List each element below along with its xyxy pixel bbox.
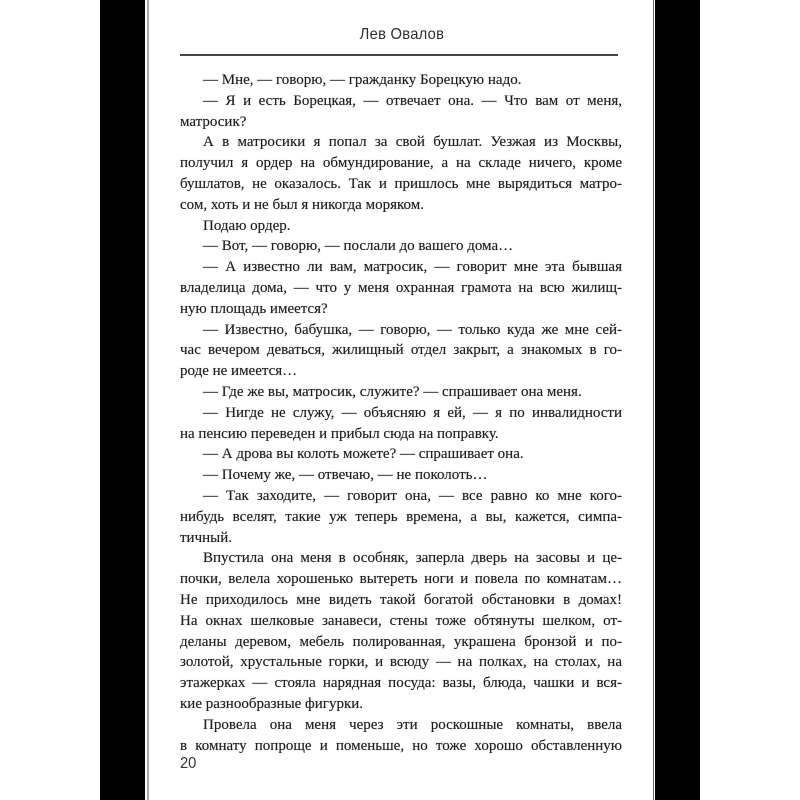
text-line: ную площадь имеется? xyxy=(180,300,328,317)
text-line: золотой, хрустальные горки, и всюду — на полках, на столах, на xyxy=(180,654,622,671)
text-line: — Вот, — говорю, — послали до вашего дома… xyxy=(203,238,514,255)
text-line: — А дрова вы колоть можете? — спрашивает она. xyxy=(203,446,524,463)
page-number xyxy=(180,755,198,773)
text-line: — Где же вы, матросик, служите? — спрашивает она меня. xyxy=(203,383,582,400)
text-line: этажерках — стояла нарядная посуда: вазы, блюда, чашки и вся- xyxy=(180,675,622,692)
text-line: тичный. xyxy=(180,529,233,546)
text-line: матросик? xyxy=(180,113,247,130)
text-line: бушлатов, не оказалось. Так и пришлось мне вырядиться матро- xyxy=(180,175,622,192)
text-line: сом, хоть и не был я никогда моряком. xyxy=(180,196,424,213)
page-number-value: 20 xyxy=(180,755,197,772)
text-line: деланы деревом, мебель полированная, украшена бронзой и по- xyxy=(180,633,622,650)
text-line: На окнах шелковые занавеси, стены тоже обтянуты шелком, от- xyxy=(180,612,622,629)
text-line: — Я и есть Борецкая, — отвечает она. — Что вам от меня, xyxy=(203,92,622,109)
text-line: в комнату попроще и поменьше, но тоже хорошо обставленную xyxy=(180,737,622,754)
text-line: — Так заходите, — говорит она, — все равно ко мне кого- xyxy=(203,487,622,504)
author-name: Лев Овалов xyxy=(359,26,444,43)
text-line: час вечером деваться, жилищный отдел закрыт, а знакомых в го- xyxy=(180,342,622,359)
text-line: А в матросики я попал за свой бушлат. Уезжая из Москвы, xyxy=(203,134,622,151)
text-line: Провела она меня через эти роскошные комнаты, ввела xyxy=(203,716,622,733)
text-line: — Мне, — говорю, — гражданку Борецкую надо. xyxy=(203,72,522,88)
text-line: почки, велела хорошенько вытереть ноги и повела по комнатам… xyxy=(180,571,622,588)
text-line: Впустила она меня в особняк, заперла дверь на засовы и це- xyxy=(203,550,622,567)
text-line: получил я ордер на обмундирование, а на складе ничего, кроме xyxy=(180,155,622,172)
text-line: — Почему же, — отвечаю, — не поколоть… xyxy=(203,467,488,484)
left-edge-shadow-bar xyxy=(100,0,145,800)
text-line: — Известно, бабушка, — говорю, — только куда же мне сей- xyxy=(203,321,622,338)
text-line: — Нигде не служу, — объясняю я ей, — я по инвалидности xyxy=(203,404,622,421)
running-header xyxy=(148,26,655,44)
header-rule xyxy=(180,54,618,56)
text-line: кие разнообразные фигурки. xyxy=(180,695,364,712)
text-line: владелица дома, — что у меня охранная грамота на всю жилищ- xyxy=(180,279,622,296)
text-line: — А известно ли вам, матросик, — говорит мне эта бывшая xyxy=(203,259,622,276)
right-page-edge-line xyxy=(653,0,654,800)
page-text xyxy=(180,70,622,756)
text-line: нибудь вселят, такие уж теперь времена, а вы, кажется, симпа- xyxy=(180,508,622,525)
text-line: роде не имеется… xyxy=(180,363,298,380)
text-line: на пенсию переведен и прибыл сюда на поправку. xyxy=(180,425,499,442)
text-line: Подаю ордер. xyxy=(203,217,291,234)
left-page-edge-line xyxy=(147,0,149,800)
right-edge-shadow-bar xyxy=(655,0,700,800)
text-line: Не приходилось мне видеть такой богатой обстановки в домах! xyxy=(180,591,622,608)
